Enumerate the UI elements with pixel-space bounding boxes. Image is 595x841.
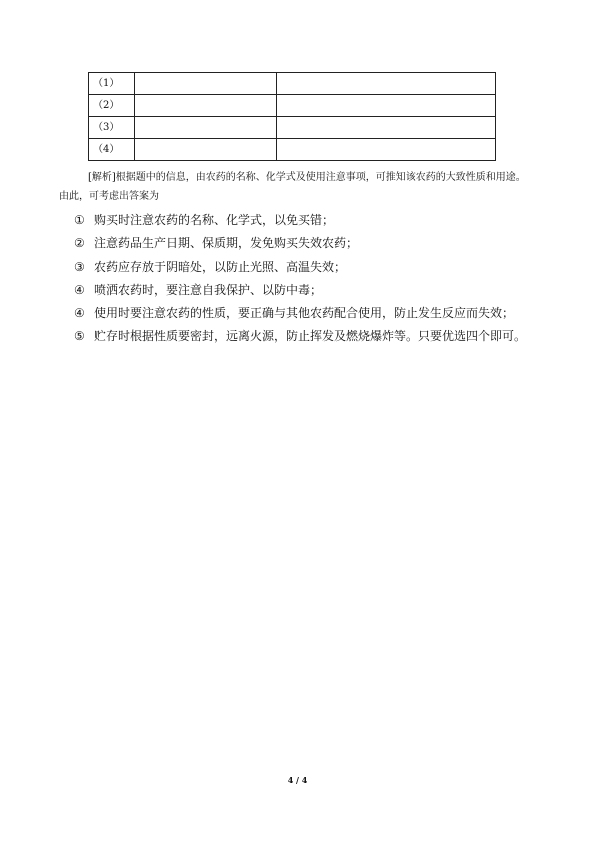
answer-cell (277, 95, 496, 117)
table-row (89, 73, 496, 95)
item-number: ④ (74, 306, 85, 321)
answer-table (88, 72, 496, 161)
answer-list (74, 209, 574, 349)
page-number: 4 / 4 (287, 775, 308, 785)
item-text: 使用时要注意农药的性质，要正确与其他农药配合使用，防止发生反应而失效； (94, 306, 515, 321)
row-label: （3） (89, 117, 135, 139)
answer-cell (135, 139, 277, 161)
item-number: ① (74, 213, 85, 227)
answer-cell (277, 117, 496, 139)
item-text: 购买时注意农药的名称、化学式，以免买错； (94, 213, 335, 227)
list-item (74, 232, 574, 255)
answer-cell (135, 95, 277, 117)
row-label: （4） (89, 139, 135, 161)
analysis-line: [解析]根据题中的信息，由农药的名称、化学式及使用注意事项，可推知该农药的大致性质和用途。 (88, 172, 526, 183)
table-row (89, 139, 496, 161)
analysis-line: 由此，可考虑出答案为 (59, 191, 159, 202)
table-row (89, 117, 496, 139)
item-text: 喷洒农药时，要注意自我保护、以防中毒； (94, 282, 323, 297)
list-item (74, 325, 574, 348)
answer-cell (277, 73, 496, 95)
analysis-paragraph (59, 168, 558, 206)
list-item (74, 256, 574, 279)
answer-cell (277, 139, 496, 161)
list-item (74, 279, 574, 302)
row-label: （2） (89, 95, 135, 117)
item-text: 注意药品生产日期、保质期，发免购买失效农药； (94, 236, 359, 251)
answer-cell (135, 117, 277, 139)
item-number: ⑤ (74, 329, 85, 344)
table-row (89, 95, 496, 117)
list-item (74, 209, 574, 232)
row-label: （1） (89, 73, 135, 95)
item-number: ② (74, 236, 85, 251)
item-text: 农药应存放于阴暗处，以防止光照、高温失效； (94, 259, 347, 274)
list-item (74, 302, 574, 325)
item-text: 贮存时根据性质要密封，远离火源，防止挥发及燃烧爆炸等。只要优选四个即可。 (94, 329, 527, 344)
item-number: ③ (74, 259, 85, 274)
answer-cell (135, 73, 277, 95)
item-number: ④ (74, 282, 85, 297)
